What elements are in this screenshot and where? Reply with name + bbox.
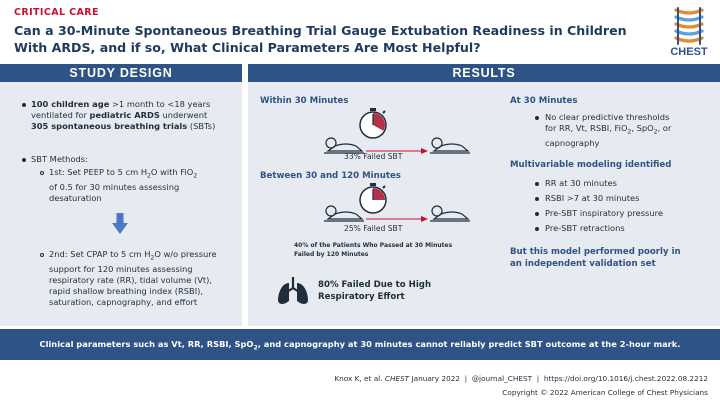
population-sbt-abbr: (SBTs) bbox=[187, 121, 216, 131]
step1-text-a: 1st: Set PEEP to 5 cm H bbox=[49, 167, 148, 177]
child-patient-icon bbox=[428, 136, 472, 156]
bullet-dot bbox=[535, 227, 539, 231]
conclusion-line-2: an independent validation set bbox=[510, 259, 656, 269]
step1-sub-2: 2 bbox=[193, 172, 198, 180]
population-condition: pediatric ARDS bbox=[89, 110, 160, 120]
citation-journal: CHEST bbox=[384, 374, 410, 383]
category-label: CRITICAL CARE bbox=[14, 7, 99, 18]
population-age: >1 month to <18 years bbox=[109, 99, 211, 109]
step1-sub: 2 bbox=[147, 172, 151, 180]
child-patient-icon bbox=[322, 204, 366, 224]
conclusion-line-1: But this model performed poorly in bbox=[510, 247, 681, 257]
at30-sub-2: 2 bbox=[653, 128, 658, 136]
bullet-dot bbox=[22, 158, 26, 162]
results-panel bbox=[248, 64, 720, 326]
list-item: Pre-SBT inspiratory pressure bbox=[545, 208, 663, 218]
conclusion-text-3: , and capnography at 30 minutes cannot reliably predict SBT outcome at the 2-hour mark. bbox=[257, 339, 681, 349]
effort-line-2: Respiratory Effort bbox=[318, 292, 405, 302]
passed-then-failed-note bbox=[294, 241, 452, 259]
at30-line-2c: , SpO bbox=[631, 123, 654, 133]
note-line-2: Failed by 120 Minutes bbox=[294, 251, 369, 258]
step2-sub: 2 bbox=[150, 254, 155, 262]
at30-line-2a: for RR, Vt, RSBI, FiO bbox=[545, 123, 628, 133]
list-item: RR at 30 minutes bbox=[545, 178, 617, 188]
conclusion-text-1: Clinical parameters such as Vt, RR, RSBI, SpO bbox=[39, 339, 254, 349]
bullet-dot bbox=[535, 116, 539, 120]
progress-arrow-icon bbox=[366, 216, 428, 222]
list-item: Pre-SBT retractions bbox=[545, 223, 625, 233]
validation-conclusion bbox=[510, 246, 681, 270]
sub-bullet-ring bbox=[40, 253, 44, 257]
method-step-2 bbox=[49, 249, 239, 308]
step2-text-e: respiratory rate (RR), tidal volume (Vt), bbox=[49, 274, 213, 285]
at30-line-3: capnography bbox=[545, 137, 600, 148]
step2-text-g: saturation, capnography, and effort bbox=[49, 296, 198, 307]
failed-33-label: 33% Failed SBT bbox=[344, 152, 403, 161]
effort-statement bbox=[318, 279, 431, 303]
population-text bbox=[31, 99, 236, 132]
effort-line-1: 80% Failed Due to High bbox=[318, 280, 432, 290]
within-30-label: Within 30 Minutes bbox=[260, 96, 349, 106]
lungs-icon bbox=[276, 276, 310, 306]
method-step-1 bbox=[49, 167, 239, 204]
citation-author: Knox K, et al. bbox=[334, 374, 385, 383]
at-30-label: At 30 Minutes bbox=[510, 96, 578, 106]
step1-text-c: O with FiO bbox=[150, 167, 194, 177]
at30-line-2e: , or bbox=[657, 123, 672, 133]
failed-25-label: 25% Failed SBT bbox=[344, 224, 403, 233]
population-underwent: underwent bbox=[159, 110, 208, 120]
population-ventilated: ventilated for bbox=[31, 110, 90, 120]
at30-line-1: No clear predictive thresholds bbox=[545, 112, 670, 122]
study-design-panel bbox=[0, 64, 242, 326]
logo-text: CHEST bbox=[670, 46, 708, 58]
note-line-1: 40% of the Patients Who Passed at 30 Minutes bbox=[294, 242, 453, 249]
step2-text-a: 2nd: Set CPAP to 5 cm H bbox=[49, 249, 151, 259]
bullet-dot bbox=[535, 212, 539, 216]
step2-text-c: O w/o pressure bbox=[154, 249, 217, 259]
page-title: Can a 30-Minute Spontaneous Breathing Trial Gauge Extubation Readiness in Children With ARDS, and if so, What Clinical Parameters Are Most Helpful? bbox=[14, 23, 627, 55]
citation-details: January 2022 | @journal_CHEST | https://doi.org/10.1016/j.chest.2022.08.2212 bbox=[409, 374, 708, 383]
conclusion-bar bbox=[0, 329, 720, 360]
step1-text-e: of 0.5 for 30 minutes assessing bbox=[49, 181, 180, 192]
methods-label: SBT Methods: bbox=[31, 154, 88, 164]
population-count: 100 children age bbox=[31, 99, 110, 109]
down-arrow-icon bbox=[112, 213, 128, 235]
child-patient-icon bbox=[428, 204, 472, 224]
citation bbox=[334, 374, 708, 383]
no-threshold-text bbox=[545, 112, 715, 149]
step2-text-d: support for 120 minutes assessing bbox=[49, 263, 193, 274]
multivariable-label: Multivariable modeling identified bbox=[510, 160, 672, 170]
bullet-dot bbox=[22, 103, 26, 107]
at30-sub-1: 2 bbox=[627, 128, 632, 136]
population-trials: 305 spontaneous breathing trials bbox=[31, 121, 188, 131]
copyright: Copyright © 2022 American College of Chest Physicians bbox=[502, 388, 708, 397]
chest-logo bbox=[666, 4, 712, 60]
step2-text-f: rapid shallow breathing index (RSBI), bbox=[49, 285, 204, 296]
study-design-heading: STUDY DESIGN bbox=[0, 64, 242, 82]
bullet-dot bbox=[535, 182, 539, 186]
conclusion-sub: 2 bbox=[253, 344, 258, 352]
sub-bullet-ring bbox=[40, 171, 44, 175]
step1-text-f: desaturation bbox=[49, 192, 102, 203]
between-30-120-label: Between 30 and 120 Minutes bbox=[260, 171, 401, 181]
bullet-dot bbox=[535, 197, 539, 201]
results-heading: RESULTS bbox=[248, 64, 720, 82]
list-item: RSBI >7 at 30 minutes bbox=[545, 193, 640, 203]
